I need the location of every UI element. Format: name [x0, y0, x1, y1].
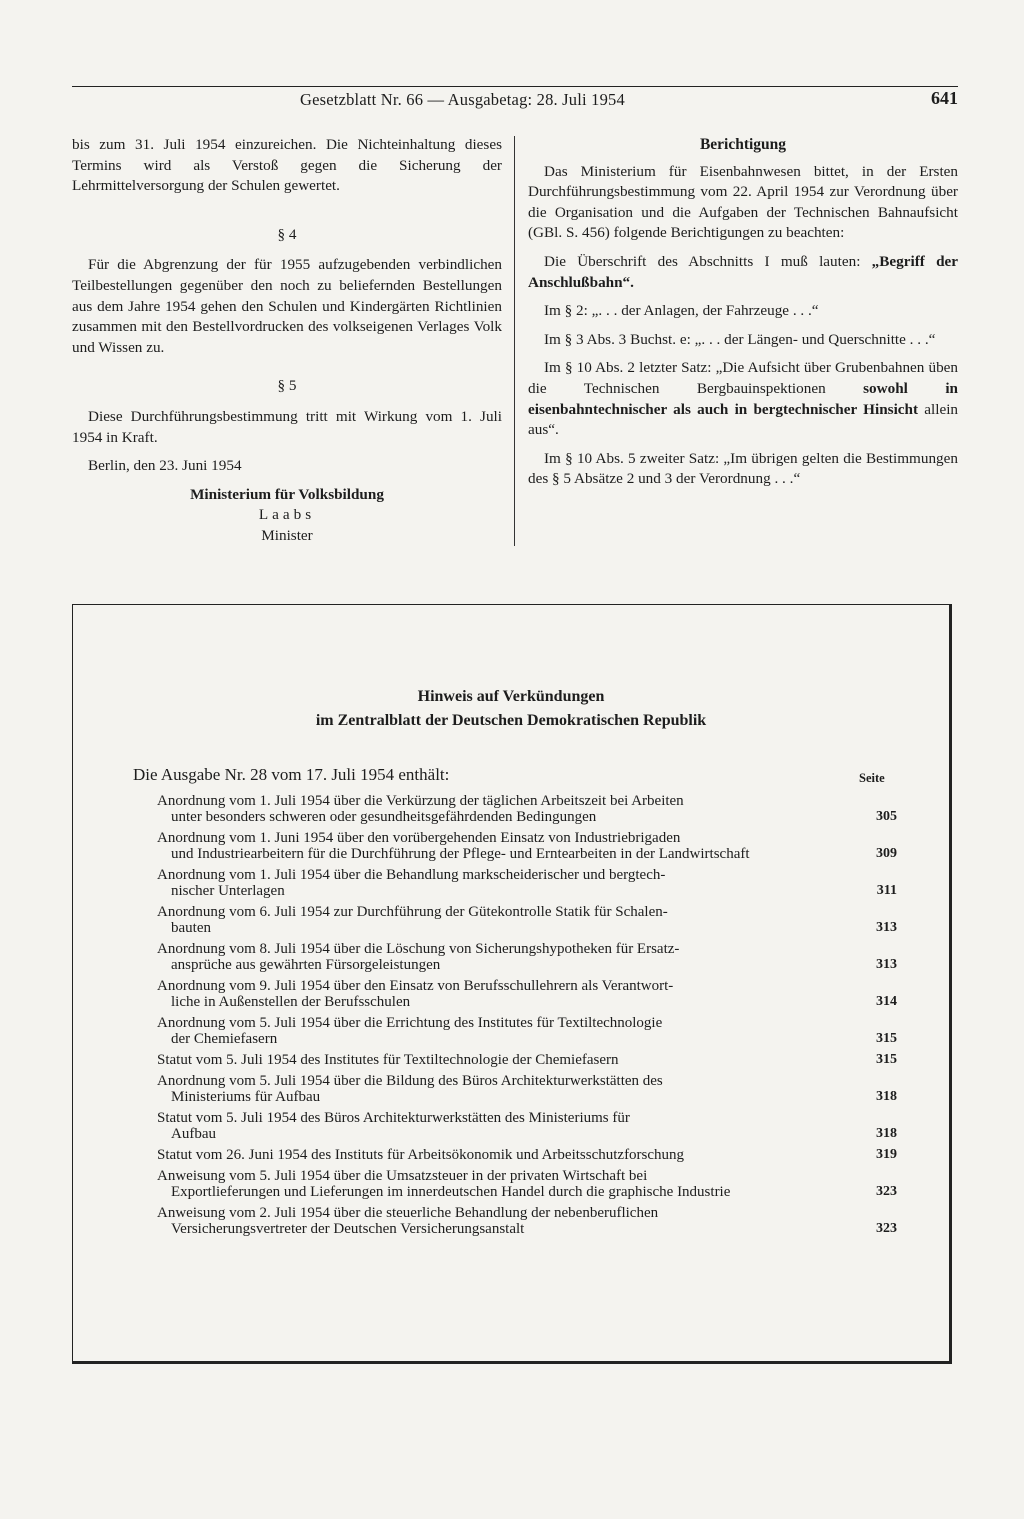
entry-text	[157, 1205, 821, 1237]
entry-text	[157, 1147, 821, 1163]
correction-item-3: Im § 3 Abs. 3 Buchst. e: „. . . der Längen- und Querschnitte . . .“	[544, 330, 936, 348]
entry-page: 311	[876, 883, 897, 898]
entry-page: 318	[876, 1089, 897, 1104]
entry-continuation: Exportlieferungen und Lieferungen im innerdeutschen Handel durch die graphische Industrie	[171, 1184, 731, 1200]
entry-page: 309	[876, 846, 897, 861]
entry-text	[157, 793, 821, 825]
entry-title: Anordnung vom 6. Juli 1954 zur Durchführung der Gütekontrolle Statik für Schalen-	[157, 904, 668, 920]
correction-item-5: Im § 10 Abs. 5 zweiter Satz: „Im übrigen gelten die Bestimmungen des § 5 Absätze 2 und 3 der Verordnung . . .“	[528, 449, 958, 488]
entry-page: 305	[876, 809, 897, 824]
entry-continuation: Ministeriums für Aufbau	[171, 1089, 321, 1105]
entry-text	[157, 1052, 821, 1068]
left-paragraph-1: bis zum 31. Juli 1954 einzureichen. Die Nichteinhaltung dieses Termins wird als Verstoß gegen die Sicherung der Lehrmittelversorgung der Schulen gewertet.	[72, 136, 502, 195]
entry-row	[157, 1168, 897, 1200]
entry-row	[157, 1147, 897, 1163]
entry-continuation: der Chemiefasern	[171, 1031, 278, 1047]
entry-title: Anordnung vom 1. Juni 1954 über den vorübergehenden Einsatz von Industriebrigaden	[157, 830, 681, 846]
issue-line: Die Ausgabe Nr. 28 vom 17. Juli 1954 enthält:	[133, 765, 450, 784]
entry-title: Anordnung vom 5. Juli 1954 über die Bildung des Büros Architekturwerkstätten des	[157, 1073, 663, 1089]
entries-list	[157, 793, 897, 1242]
left-column	[72, 135, 502, 547]
entry-title: Anordnung vom 1. Juli 1954 über die Verkürzung der täglichen Arbeitszeit bei Arbeiten	[157, 793, 684, 809]
ministry-name: Ministerium für Volksbildung	[190, 485, 384, 503]
correction-item-1-text: Die Überschrift des Abschnitts I muß lauten:	[544, 252, 872, 270]
running-head: Gesetzblatt Nr. 66 — Ausgabetag: 28. Juli 1954	[300, 90, 625, 109]
correction-item-2: Im § 2: „. . . der Anlagen, der Fahrzeuge . . .“	[544, 302, 819, 320]
entry-row	[157, 1052, 897, 1068]
entry-row	[157, 904, 897, 936]
entry-title: Anordnung vom 1. Juli 1954 über die Behandlung markscheiderischer und bergtech-	[157, 867, 666, 883]
entry-continuation: Versicherungsvertreter der Deutschen Versicherungsanstalt	[171, 1221, 525, 1237]
entry-row	[157, 793, 897, 825]
entry-row	[157, 1110, 897, 1142]
entry-text	[157, 1168, 821, 1200]
entry-text	[157, 1110, 821, 1142]
column-divider	[514, 136, 515, 546]
section-5-mark: § 5	[277, 377, 297, 395]
entry-title: Anweisung vom 5. Juli 1954 über die Umsatzsteuer in der privaten Wirtschaft bei	[157, 1168, 648, 1184]
entry-page: 313	[876, 920, 897, 935]
correction-item-4-text: Im § 10 Abs. 2 letzter Satz: „Die Aufsicht über Grubenbahnen üben die Technischen Bergbauinspektionen	[528, 359, 958, 397]
section-4-text: Für die Abgrenzung der für 1955 aufzugebenden verbindlichen Teilbestellungen gegenüber den noch zu beliefernden Bestellungen aus dem Jahre 1954 gehen den Schulen und Kindergärten Richtlinien zusammen mit den Bestellvordrucken des volkseigenen Verlages Volk und Wissen zu.	[72, 256, 502, 356]
entry-title: Anweisung vom 2. Juli 1954 über die steuerliche Behandlung der nebenberuflichen	[157, 1205, 659, 1221]
signatory-name: Laabs	[258, 506, 316, 524]
entry-row	[157, 1205, 897, 1237]
entry-continuation: liche in Außenstellen der Berufsschulen	[171, 994, 411, 1010]
entry-page: 318	[876, 1126, 897, 1141]
correction-item-4-end: allein aus“.	[528, 400, 959, 439]
entry-continuation: nischer Unterlagen	[171, 883, 285, 899]
entry-page: 315	[876, 1052, 897, 1067]
entry-page: 323	[876, 1221, 897, 1236]
entry-continuation: Aufbau	[171, 1126, 216, 1142]
entry-text	[157, 904, 821, 936]
entry-text	[157, 830, 821, 862]
entry-row	[157, 978, 897, 1010]
entry-page: 323	[876, 1184, 897, 1199]
entry-title: Statut vom 5. Juli 1954 des Büros Architekturwerkstätten des Ministeriums für	[157, 1110, 630, 1126]
entry-continuation: unter besonders schweren oder gesundheitsgefährdenden Bedingungen	[171, 809, 597, 825]
entry-title: Anordnung vom 9. Juli 1954 über den Einsatz von Berufsschullehrern als Verantwort-	[157, 978, 674, 994]
signatory-title: Minister	[261, 526, 313, 544]
entry-page: 319	[876, 1147, 897, 1162]
correction-item-4-bold: sowohl in eisenbahntechnischer als auch in bergtechnischer Hinsicht	[528, 379, 958, 418]
header-rule	[72, 86, 958, 87]
correction-item-1-bold: „Begriff der Anschlußbahn“.	[528, 252, 958, 291]
correction-intro: Das Ministerium für Eisenbahnwesen bittet, in der Ersten Durchführungsbestimmung vom 22. April 1954 zur Verordnung über die Organisation und die Aufgaben der Technischen Bahnaufsicht (GBl. S. 456) folgende Berichtigungen zu beachten:	[528, 162, 958, 242]
section-4-mark: § 4	[277, 225, 297, 243]
entry-text	[157, 1015, 821, 1047]
entry-row	[157, 1015, 897, 1047]
page-number: 641	[931, 88, 958, 108]
entry-title: Anordnung vom 8. Juli 1954 über die Löschung von Sicherungshypotheken für Ersatz-	[157, 941, 680, 957]
entry-page: 313	[876, 957, 897, 972]
entry-text	[157, 1073, 821, 1105]
entry-title: Statut vom 26. Juni 1954 des Instituts für Arbeitsökonomik und Arbeitsschutzforschung	[157, 1147, 685, 1163]
correction-item-1	[528, 252, 958, 293]
entry-text	[157, 867, 821, 899]
notice-title-line-1: Hinweis auf Verkündungen	[417, 688, 605, 705]
notice-title-line-2: im Zentralblatt der Deutschen Demokratischen Republik	[315, 712, 707, 729]
entry-text	[157, 978, 821, 1010]
entry-title: Statut vom 5. Juli 1954 des Institutes für Textiltechnologie der Chemiefasern	[157, 1052, 619, 1068]
entry-text	[157, 941, 821, 973]
notice-title	[73, 685, 949, 733]
entry-continuation: und Industriearbeitern für die Durchführung der Pflege- und Erntearbeiten in der Landwirtschaft	[171, 846, 750, 862]
right-column	[528, 135, 958, 490]
entry-continuation: bauten	[171, 920, 211, 936]
entry-continuation: ansprüche aus gewährten Fürsorgeleistungen	[171, 957, 441, 973]
notice-box	[72, 604, 952, 1364]
correction-item-4	[528, 358, 958, 440]
section-5-text: Diese Durchführungsbestimmung tritt mit Wirkung vom 1. Juli 1954 in Kraft.	[72, 407, 502, 446]
entry-row	[157, 941, 897, 973]
entry-page: 314	[876, 994, 897, 1009]
entry-row	[157, 830, 897, 862]
entry-row	[157, 1073, 897, 1105]
entry-title: Anordnung vom 5. Juli 1954 über die Errichtung des Institutes für Textiltechnologie	[157, 1015, 663, 1031]
correction-heading: Berichtigung	[699, 136, 787, 153]
entry-page: 315	[876, 1031, 897, 1046]
page-column-label: Seite	[859, 771, 885, 785]
entry-row	[157, 867, 897, 899]
place-date: Berlin, den 23. Juni 1954	[88, 457, 242, 475]
